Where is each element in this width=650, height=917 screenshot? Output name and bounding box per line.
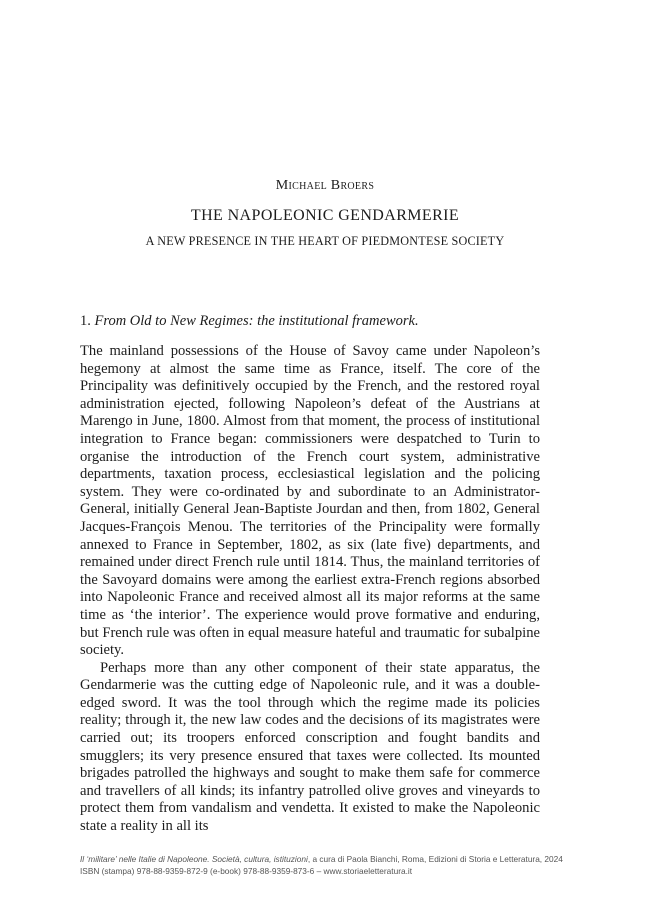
footer-publisher: , a cura di Paola Bianchi, Roma, Edizioni di Storia e Letteratura, 2024 bbox=[307, 854, 563, 864]
section-title: From Old to New Regimes: the institutional framework. bbox=[94, 313, 419, 329]
author-name: Michael Broers bbox=[275, 178, 375, 193]
section-number: 1. bbox=[80, 313, 91, 329]
footer-book-title: Il ‘militare’ nelle Italie di Napoleone. Società, cultura, istituzioni bbox=[80, 854, 308, 864]
article-subtitle: A NEW PRESENCE IN THE HEART OF PIEDMONTESE SOCIETY bbox=[145, 234, 505, 248]
body-text bbox=[80, 343, 540, 836]
footer-citation bbox=[80, 854, 580, 864]
paragraph-2: Perhaps more than any other component of their state apparatus, the Gendarmerie was the cutting edge of Napoleonic rule, and it was a double-edged sword. It was the tool through which the regime made its policies reality; through it, the new law codes and the decisions of its magistrates were carried out; its troopers enforced conscription and fought bandits and smugglers; its very presence ensured that taxes were collected. Its mounted brigades patrolled the highways and sought to make them safe for commerce and travellers of all kinds; its infantry patrolled olive groves and vineyards to protect them from vandalism and vendetta. It existed to make the Napoleonic state a reality in all its bbox=[80, 659, 540, 835]
paragraph-1: The mainland possessions of the House of Savoy came under Napoleon’s hegemony at almost the same time as France, itself. The core of the Principality was definitively occupied by the French, and the restored royal administration ejected, following Napoleon’s defeat of the Austrians at Marengo in June, 1800. Almost from that moment, the process of institutional integration to France began: commissioners were despatched to Turin to organise the introduction of the French court system, administrative departments, taxation process, ecclesiastical legislation and the policing system. They were co-ordinated by and subordinate to an Administrator-General, initially General Jean-Baptiste Jourdan and then, from 1802, General Jacques-François Menou. The territories of the Principality were formally annexed to France in September, 1802, as six (late five) departments, and remained under direct French rule until 1814. Thus, the mainland territories of the Savoyard domains were among the earliest extra-French regions absorbed into Napoleonic France and received almost all its major reforms at the same time as ‘the interior’. The experience would prove formative and enduring, but French rule was often in equal measure hateful and traumatic for subalpine society. bbox=[80, 343, 540, 659]
footer-isbn: ISBN (stampa) 978-88-9359-872-9 (e-book) 978-88-9359-873-6 – www.storiaeletteratura.it bbox=[80, 866, 413, 876]
section-heading bbox=[80, 313, 580, 330]
article-title: THE NAPOLEONIC GENDARMERIE bbox=[190, 207, 460, 224]
